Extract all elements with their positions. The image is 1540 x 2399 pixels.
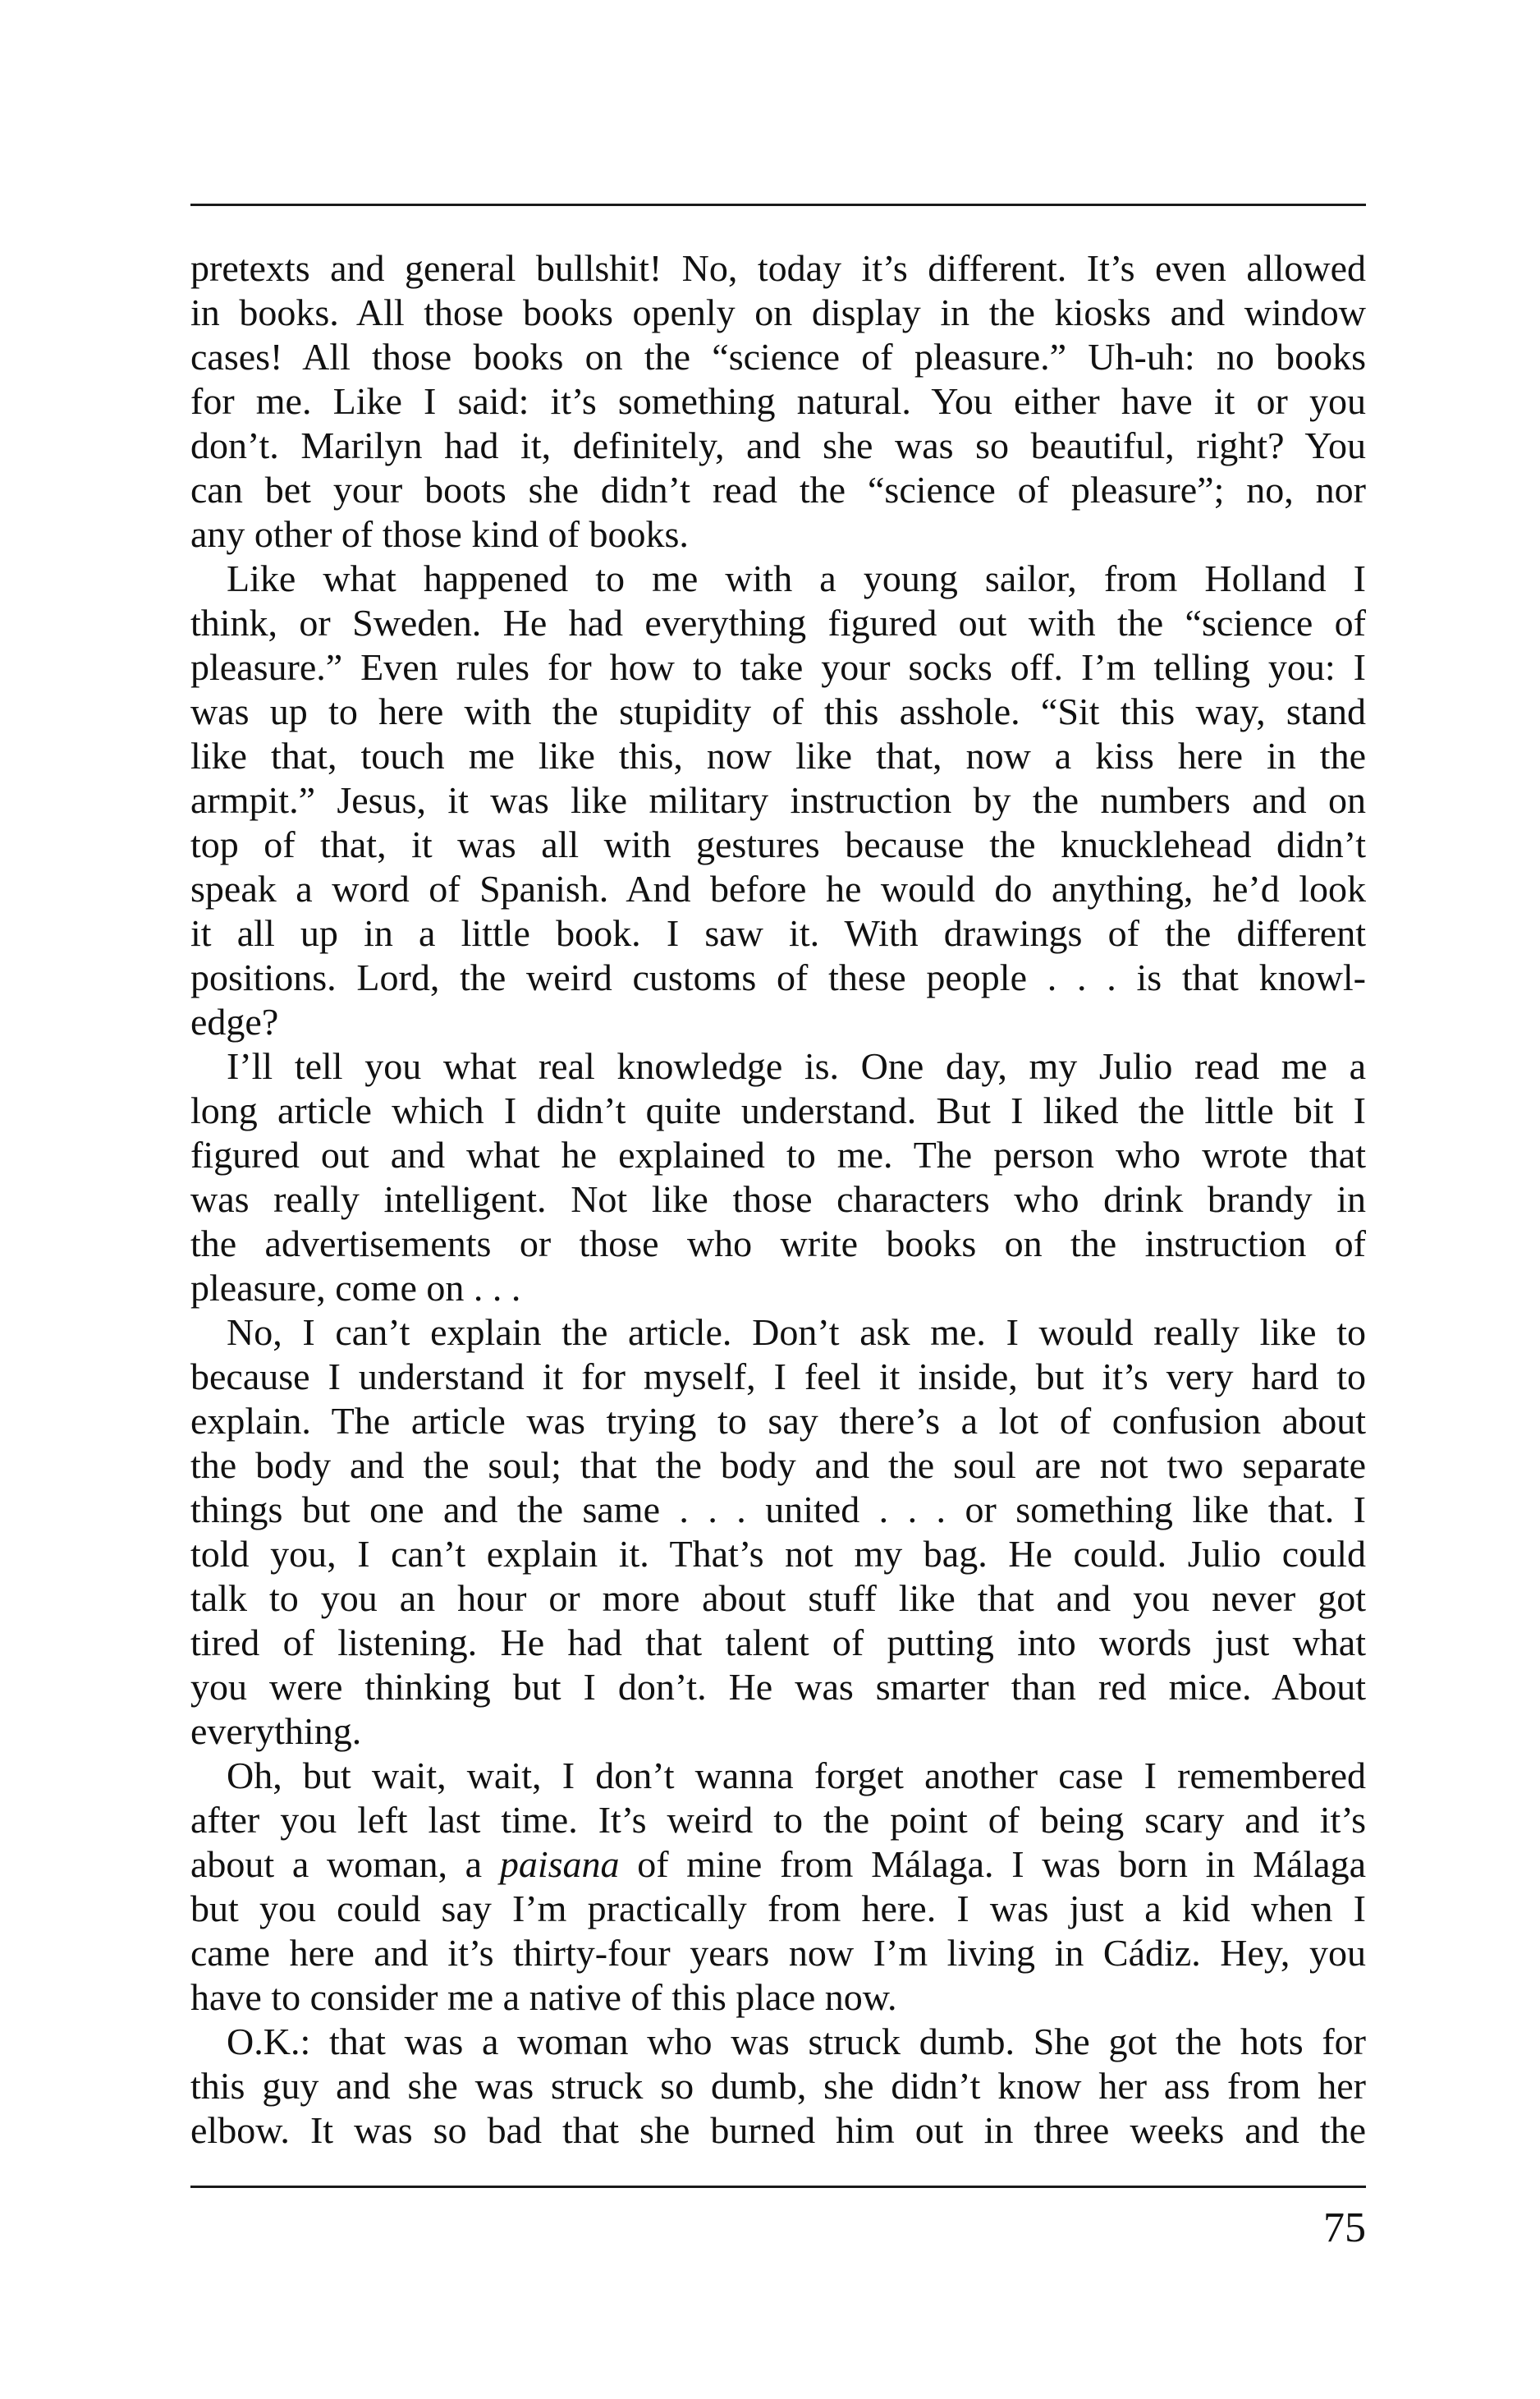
text-line: I’ll tell you what real knowledge is. One day, my Julio read me a: [227, 1045, 1366, 1087]
text-line: in books. All those books openly on display in the kiosks and window: [190, 291, 1366, 333]
text-line: pleasure, come on . . .: [190, 1267, 521, 1309]
text-line: elbow. It was so bad that she burned him out in three weeks and the: [190, 2109, 1366, 2151]
text-line: O.K.: that was a woman who was struck dumb. She got the hots for: [227, 2021, 1366, 2062]
text-line: after you left last time. It’s weird to the point of being scary and it’s: [190, 1799, 1366, 1841]
text-line: cases! All those books on the “science of pleasure.” Uh-uh: no books: [190, 336, 1366, 378]
text-line: told you, I can’t explain it. That’s not my bag. He could. Julio could: [190, 1533, 1366, 1575]
text-line: top of that, it was all with gestures because the knucklehead didn’t: [190, 823, 1366, 865]
page-number: 75: [1323, 2204, 1366, 2251]
text-line: No, I can’t explain the article. Don’t ask me. I would really like to: [227, 1311, 1366, 1353]
text-line: about a woman, a paisana of mine from Málaga. I was born in Málaga: [190, 1843, 1366, 1885]
text-line: for me. Like I said: it’s something natural. You either have it or you: [190, 380, 1366, 422]
text-line: think, or Sweden. He had everything figured out with the “science of: [190, 602, 1366, 644]
bottom-rule: [190, 2186, 1366, 2188]
text-line: have to consider me a native of this place now.: [190, 1976, 897, 2018]
text-line: pleasure.” Even rules for how to take your socks off. I’m telling you: I: [190, 646, 1366, 688]
text-line: tired of listening. He had that talent of putting into words just what: [190, 1622, 1366, 1663]
text-line: talk to you an hour or more about stuff like that and you never got: [190, 1577, 1366, 1619]
text-line: armpit.” Jesus, it was like military instruction by the numbers and on: [190, 779, 1366, 821]
body-text: [190, 246, 1366, 2153]
text-line: this guy and she was struck so dumb, she didn’t know her ass from her: [190, 2065, 1366, 2107]
text-line: long article which I didn’t quite understand. But I liked the little bit I: [190, 1089, 1366, 1131]
text-line: don’t. Marilyn had it, definitely, and she was so beautiful, right? You: [190, 424, 1366, 466]
text-line: because I understand it for myself, I feel it inside, but it’s very hard to: [190, 1355, 1366, 1397]
text-line: any other of those kind of books.: [190, 513, 689, 555]
text-line: came here and it’s thirty-four years now I’m living in Cádiz. Hey, you: [190, 1932, 1366, 1974]
text-line: things but one and the same . . . united . . . or something like that. I: [190, 1488, 1366, 1530]
text-line: pretexts and general bullshit! No, today it’s different. It’s even allowed: [190, 247, 1366, 289]
top-rule: [190, 204, 1366, 206]
text-line: you were thinking but I don’t. He was smarter than red mice. About: [190, 1666, 1366, 1708]
text-line: Like what happened to me with a young sailor, from Holland I: [227, 557, 1366, 599]
text-line: speak a word of Spanish. And before he would do anything, he’d look: [190, 868, 1366, 910]
text-line: it all up in a little book. I saw it. With drawings of the different: [190, 912, 1366, 954]
text-line: the advertisements or those who write books on the instruction of: [190, 1222, 1366, 1264]
text-line: explain. The article was trying to say there’s a lot of confusion about: [190, 1400, 1366, 1442]
text-line: but you could say I’m practically from here. I was just a kid when I: [190, 1888, 1366, 1929]
text-line: the body and the soul; that the body and the soul are not two separate: [190, 1444, 1366, 1486]
text-line: positions. Lord, the weird customs of these people . . . is that knowl-: [190, 956, 1366, 998]
text-line: was up to here with the stupidity of this asshole. “Sit this way, stand: [190, 690, 1366, 732]
text-line: can bet your boots she didn’t read the “science of pleasure”; no, nor: [190, 469, 1366, 511]
text-line: Oh, but wait, wait, I don’t wanna forget another case I remembered: [227, 1755, 1366, 1796]
text-line: was really intelligent. Not like those characters who drink brandy in: [190, 1178, 1366, 1220]
text-line: figured out and what he explained to me. The person who wrote that: [190, 1134, 1366, 1176]
text-line: edge?: [190, 1001, 279, 1043]
text-line: everything.: [190, 1710, 362, 1752]
text-line: like that, touch me like this, now like that, now a kiss here in the: [190, 735, 1366, 777]
